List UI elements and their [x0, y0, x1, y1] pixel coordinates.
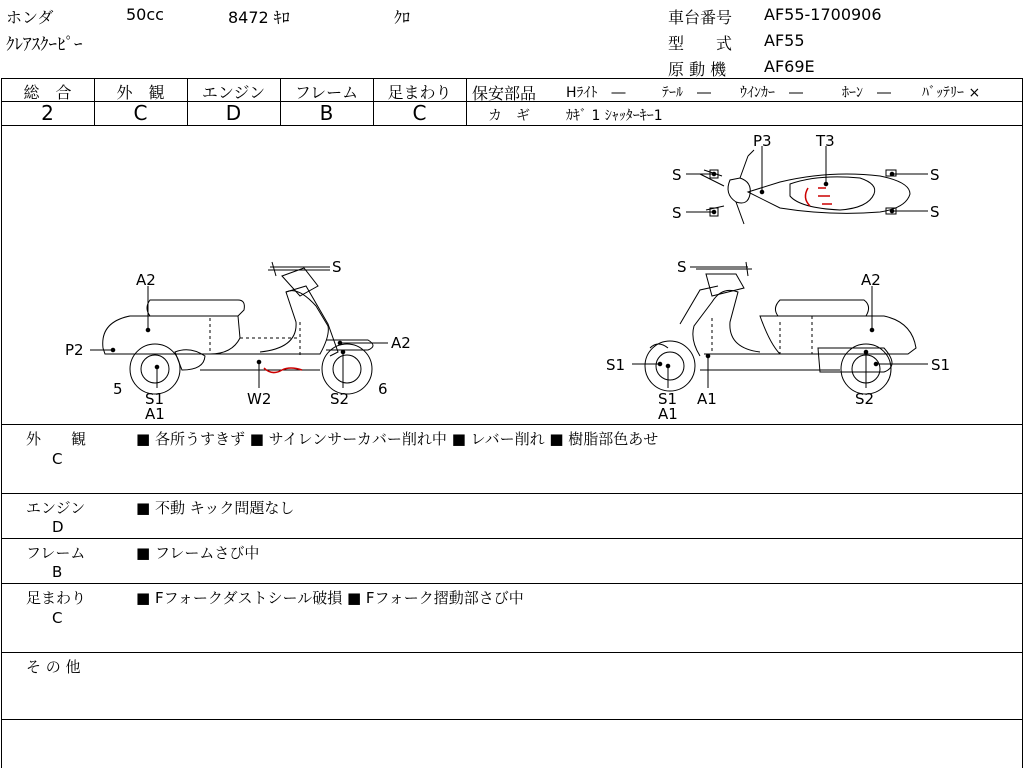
model-name: ｸﾚｱｽｸｰﾋﾟｰ — [6, 35, 83, 55]
chassis-label: 車台番号 — [668, 8, 733, 27]
section-frame-title: フレーム — [26, 544, 86, 562]
section-exterior-grade: C — [52, 450, 63, 468]
parts-key-value: ｶｷﾞ 1 ｼｬｯﾀｰｷｰ1 — [566, 108, 663, 124]
type-label: 型 式 — [668, 34, 733, 53]
label-top-t3: T3 — [816, 132, 835, 150]
label-right-s1-front: S1 — [931, 356, 951, 374]
grade-total-value: 2 — [41, 101, 54, 125]
divider — [466, 78, 467, 125]
label-left-s2: S2 — [330, 390, 350, 408]
label-right-s1: S1 — [658, 390, 678, 408]
label-top-s-lr: S — [930, 203, 940, 221]
engine-label: 原 動 機 — [668, 60, 727, 79]
scooter-top-view — [700, 150, 910, 224]
section-engine-title: エンジン — [26, 499, 86, 517]
label-right-s: S — [677, 258, 687, 276]
maker: ホンダ — [6, 8, 54, 27]
parts-taillight: ﾃｰﾙ ― — [662, 85, 711, 101]
label-left-6: 6 — [378, 380, 388, 398]
label-left-a2-seat: A2 — [136, 271, 156, 289]
color: ｸﾛ — [394, 8, 411, 27]
label-left-a1: A1 — [145, 405, 165, 423]
section-exterior-note: ■ 各所うすきず ■ サイレンサーカバー削れ中 ■ レバー削れ ■ 樹脂部色あせ — [136, 430, 659, 448]
grade-exterior-label: 外 観 — [116, 83, 165, 102]
section-engine-note: ■ 不動 キック問題なし — [136, 499, 295, 517]
grade-engine-value: D — [225, 101, 242, 125]
type-value: AF55 — [764, 31, 805, 50]
label-top-s-ul: S — [672, 166, 682, 184]
label-right-a1-lower: A1 — [658, 405, 678, 423]
displacement: 50cc — [126, 5, 164, 24]
label-top-s-ll: S — [672, 204, 682, 222]
section-other-title: そ の 他 — [26, 658, 81, 676]
grade-suspension-value: C — [412, 101, 427, 125]
label-left-p2: P2 — [65, 341, 84, 359]
parts-headlight: Hﾗｲﾄ ― — [566, 85, 626, 101]
divider — [1, 493, 1023, 494]
divider — [1, 424, 1023, 425]
grade-frame-value: B — [319, 101, 334, 125]
grade-engine-label: エンジン — [201, 83, 266, 102]
section-frame-grade: B — [52, 563, 63, 581]
scooter-top-damage — [805, 188, 832, 206]
parts-key-label: カ ギ — [488, 108, 530, 124]
label-right-a2: A2 — [861, 271, 881, 289]
parts-horn: ﾎｰﾝ ― — [842, 85, 891, 101]
label-top-s-ur: S — [930, 166, 940, 184]
label-left-s1: S1 — [145, 390, 165, 408]
label-right-s1-rear: S1 — [606, 356, 626, 374]
divider — [1, 583, 1023, 584]
section-suspension-note: ■ Fフォークダストシール破損 ■ Fフォーク摺動部さび中 — [136, 589, 524, 607]
section-engine-grade: D — [52, 518, 64, 536]
grade-frame-label: フレーム — [294, 83, 359, 102]
divider — [1, 652, 1023, 653]
engine-value: AF69E — [764, 57, 815, 76]
grade-suspension-label: 足まわり — [387, 83, 452, 102]
section-suspension-title: 足まわり — [26, 589, 87, 607]
parts-winker: ｳｲﾝｶｰ ― — [740, 85, 803, 101]
mileage: 8472 ｷﾛ — [228, 8, 290, 27]
chassis-value: AF55-1700906 — [764, 5, 882, 24]
section-frame-note: ■ フレームさび中 — [136, 544, 260, 562]
label-left-a2-front: A2 — [391, 334, 411, 352]
label-left-s: S — [332, 258, 342, 276]
parts-battery: ﾊﾞｯﾃﾘｰ × — [922, 85, 981, 101]
section-exterior-title: 外 観 — [26, 430, 87, 448]
label-right-s2: S2 — [855, 390, 875, 408]
section-suspension-grade: C — [52, 609, 63, 627]
grade-total-label: 総 合 — [23, 83, 72, 102]
label-top-p3: P3 — [753, 132, 772, 150]
divider — [1, 719, 1023, 720]
label-left-w2: W2 — [247, 390, 272, 408]
divider — [1, 538, 1023, 539]
grade-exterior-value: C — [133, 101, 148, 125]
label-right-a1: A1 — [697, 390, 717, 408]
parts-title: 保安部品 — [472, 84, 537, 103]
label-left-5: 5 — [113, 380, 123, 398]
